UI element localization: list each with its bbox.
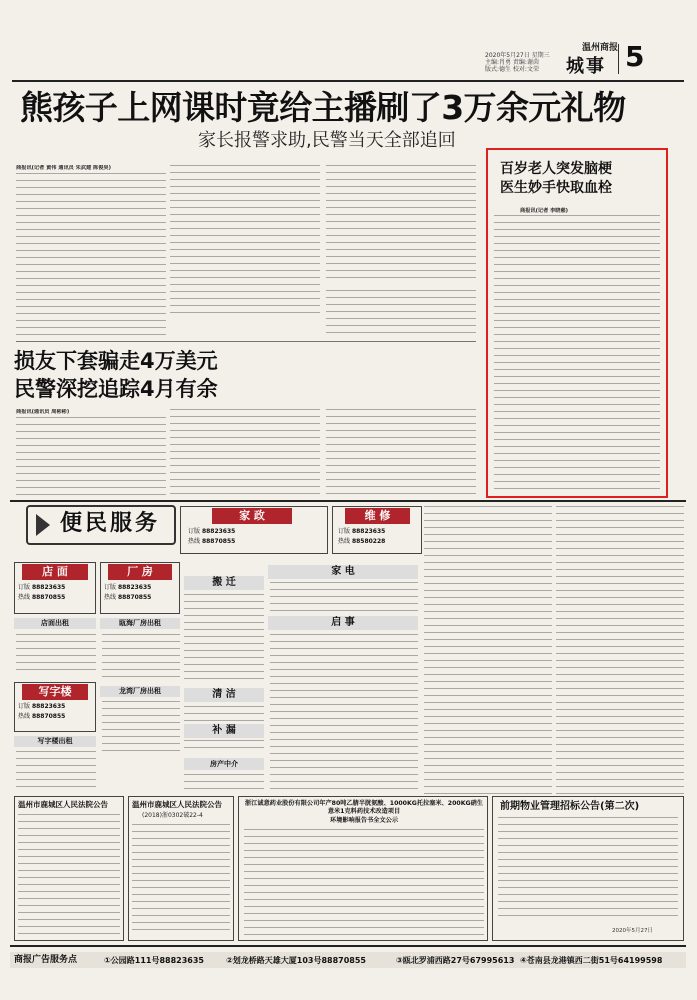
xiezilou-head: 写字楼: [22, 684, 88, 700]
footer-label: 商报广告服务点: [14, 955, 78, 965]
jiating-hot: [188, 538, 235, 546]
sidebar-body: [494, 215, 660, 490]
procure-subtitle: 环境影响报告书全文公示: [329, 817, 399, 824]
story1-col2: [170, 165, 320, 315]
sidebar-title-1: 百岁老人突发脑梗: [500, 161, 612, 177]
sidebar-title-2: 医生妙手快取血栓: [500, 180, 612, 196]
hotline-label: 热线: [104, 594, 117, 601]
property-title: 前期物业管理招标公告(第二次): [500, 801, 640, 812]
story1-col1: [16, 173, 166, 336]
court1-title: 温州市鹿城区人民法院公告: [18, 800, 108, 809]
story2-col3: [326, 409, 476, 497]
jiadian-head: 家 电: [268, 565, 418, 579]
hotline-label: 热线: [18, 594, 31, 601]
story2-col1: [16, 417, 166, 497]
dianmian-phone1: 88823635: [31, 584, 66, 591]
procure-body: [244, 829, 484, 937]
order-label: 订版: [18, 703, 31, 710]
changfang-listing1: [102, 634, 180, 680]
weixiu-hot: [338, 538, 385, 546]
footer-item-2: ②划龙桥路天雄大厦103号88870855: [226, 956, 367, 965]
jiating-phone2: 88870855: [201, 538, 236, 545]
buyou-head: 补 漏: [184, 724, 264, 738]
story1-title: 熊孩子上网课时竟给主播刷了3万余元礼物: [20, 88, 626, 127]
date-line: 2020年5月27日 星期三: [485, 52, 550, 59]
order-label: 订版: [338, 528, 351, 535]
story1-col3: [326, 165, 476, 284]
page-number: 5: [625, 40, 645, 73]
property-body: [498, 817, 678, 922]
story2-title-1b: 损友下套骗走4万美元: [14, 349, 218, 373]
jiating-phone1: 88823635: [201, 528, 236, 535]
order-label: 订版: [18, 584, 31, 591]
changfang-listing2: [102, 701, 180, 751]
story1-subtitle: 家长报警求助,民警当天全部追回: [198, 130, 456, 151]
jiating-order: [188, 528, 235, 536]
buyou-listing: [184, 740, 264, 754]
dianmian-hot: [18, 594, 65, 602]
check-line: 版式:德生 校对:文荣: [485, 66, 539, 73]
dianmian-phone2: 88870855: [31, 594, 66, 601]
story2-title-2: 民警深挖追踪4月有余: [14, 377, 218, 401]
xiezilou-phone2: 88870855: [31, 713, 66, 720]
story1-col3-tail: [326, 290, 476, 338]
court1-body: [18, 814, 120, 936]
jiating-head: 家 政: [212, 508, 292, 524]
footer-item-4: ④苍南县龙港镇西二街51号64199598: [520, 956, 663, 965]
story2-col2: [170, 409, 320, 497]
court2-number: (2018)浙0302破22-4: [142, 812, 203, 819]
sidebar-byline: 商报讯(记者 李晓慈): [520, 208, 569, 214]
order-label: 订版: [104, 584, 117, 591]
dianmian-listing: [16, 634, 96, 674]
banyun-listing: [184, 594, 264, 684]
changfang-order: [104, 584, 151, 592]
qingjie-listing: [184, 706, 264, 724]
weixiu-order: [338, 528, 385, 536]
fangchan-head: 房产中介: [184, 758, 264, 770]
weixiu-head: 维 修: [345, 508, 410, 524]
classified-banner-text: 便民服务: [60, 511, 161, 536]
footer-rule: [10, 945, 686, 947]
section-name: 城事: [566, 56, 606, 77]
xiezilou-order: [18, 703, 65, 711]
changfang-head: 厂 房: [108, 564, 172, 580]
procure-title: 浙江诚意药业股份有限公司年产80吨乙腈半胱氨酸、1000KG托拉塞米、200KG硝生意米1克料药技术改造项目: [245, 800, 483, 815]
jiadian-listing: [270, 582, 418, 612]
xiezilou-hot: [18, 713, 65, 721]
footer-item-3: ③瓯北罗浦西路27号67995613: [396, 956, 515, 965]
property-date: 2020年5月27日: [612, 928, 653, 934]
classified-banner-arrow: [36, 514, 50, 536]
qishi-head: 启 事: [268, 616, 418, 630]
dianmian-sub: 店面出租: [14, 618, 96, 629]
footer-item-1: ①公园路111号88823635: [104, 956, 205, 965]
hotline-label: 热线: [18, 713, 31, 720]
story1-byline: 商报讯(记者 黄伟 通讯员 朱武建 陈俊昊): [16, 165, 111, 171]
qishi-listing: [270, 634, 418, 794]
changfang-phone2: 88870855: [117, 594, 152, 601]
changfang-sub2: 龙湾厂房出租: [100, 686, 180, 697]
header-divider: [618, 44, 619, 74]
hotline-label: 热线: [188, 538, 201, 545]
court2-title: 温州市鹿城区人民法院公告: [132, 800, 222, 809]
page-header: [0, 0, 697, 82]
order-label: 订版: [188, 528, 201, 535]
xiezilou-sub: 写字楼出租: [14, 736, 96, 747]
story2-byline: 商报讯(通讯员 周彬彬): [16, 409, 70, 415]
dianmian-order: [18, 584, 65, 592]
section-rule: [10, 500, 686, 502]
dianmian-head: 店 面: [22, 564, 88, 580]
court2-body: [132, 824, 230, 936]
changfang-phone1: 88823635: [117, 584, 152, 591]
qingjie-head: 清 洁: [184, 688, 264, 702]
xiezilou-phone1: 88823635: [31, 703, 66, 710]
paper-name: 温州商报: [582, 43, 619, 53]
hotline-label: 热线: [338, 538, 351, 545]
notices-col2: [556, 506, 684, 794]
xiezilou-listing: [16, 751, 96, 791]
changfang-hot: [104, 594, 151, 602]
notices-col1: [424, 506, 552, 794]
story-divider: [16, 341, 476, 342]
fangchan-listing: [184, 774, 264, 794]
changfang-sub1: 瓯海厂房出租: [100, 618, 180, 629]
weixiu-phone1: 88823635: [351, 528, 386, 535]
editor-line: 主编:肖勇 责编:谢茵: [485, 59, 539, 66]
banyun-head: 搬 迁: [184, 576, 264, 590]
header-rule: [12, 80, 684, 82]
weixiu-phone3: 88580228: [351, 538, 386, 545]
